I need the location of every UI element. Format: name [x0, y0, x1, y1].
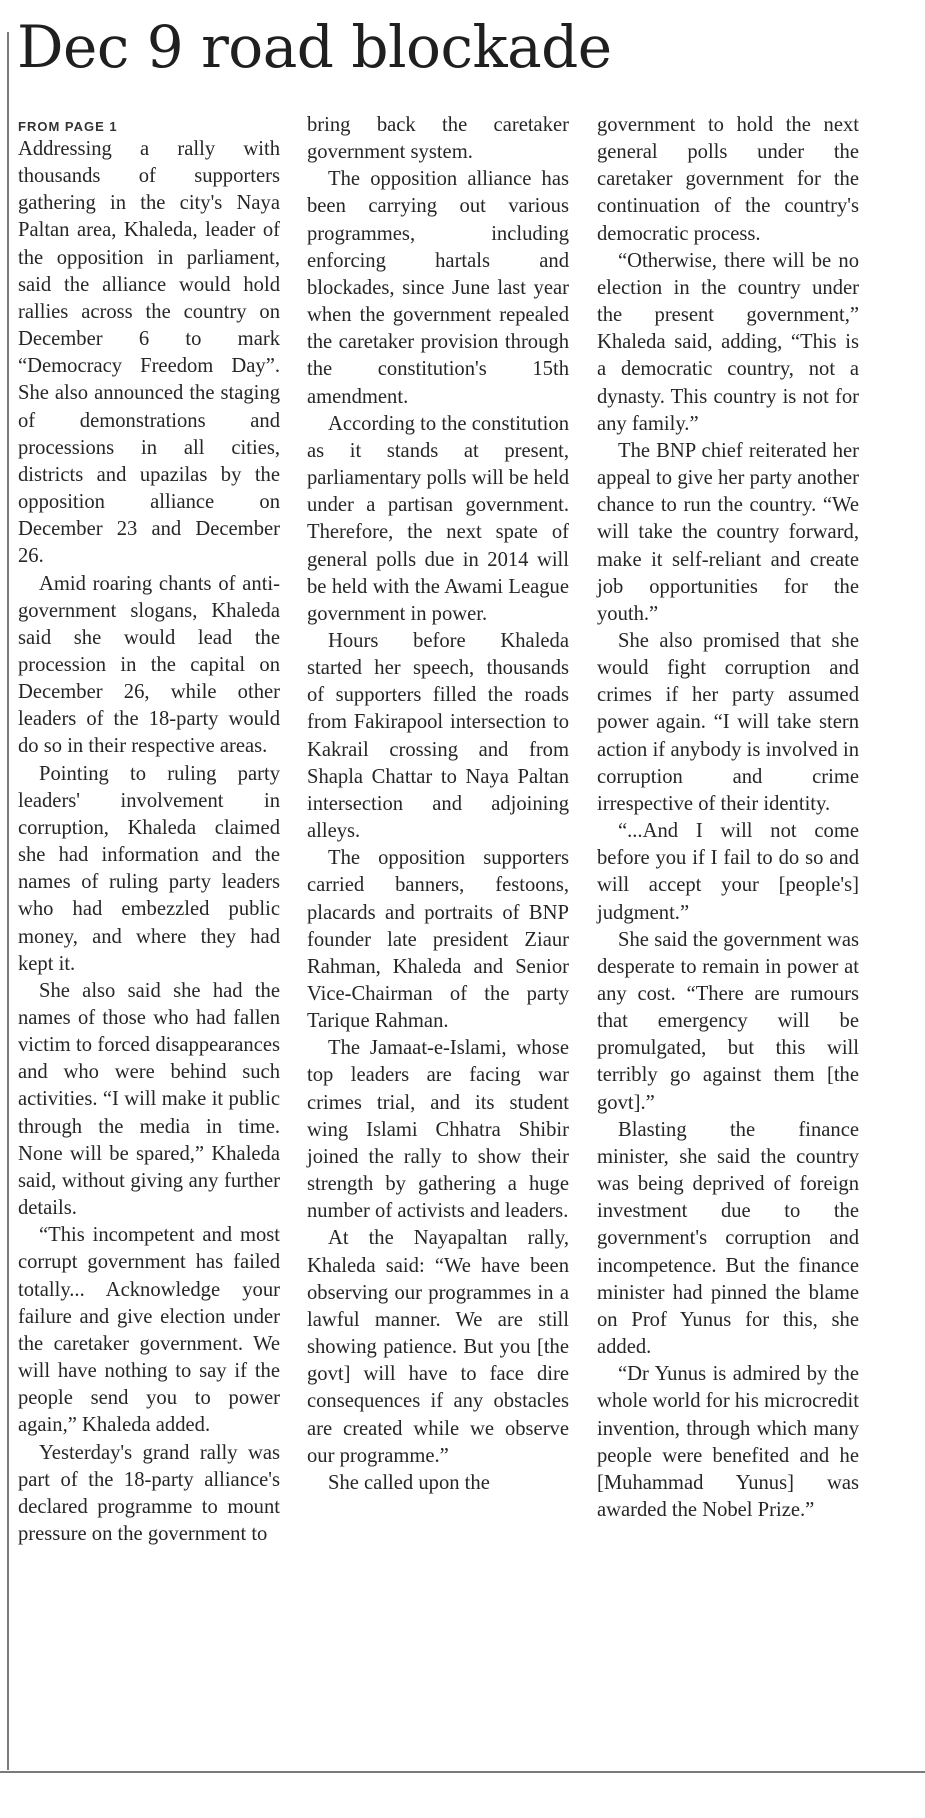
article-column-1: [18, 118, 280, 1548]
paragraph: The BNP chief reiterated her appeal to give her party another chance to run the country. “We will take the country forward, make it self-reliant and create job opportunities for the youth.”: [597, 439, 859, 625]
bottom-border-rule: [0, 1771, 925, 1773]
paragraph: The opposition alliance has been carrying out various programmes, including enforcing hartals and blockades, since June last year when the government repealed the caretaker provision through the constitution's 15th amendment.: [307, 168, 569, 408]
paragraph: “Otherwise, there will be no election in the country under the present government,” Khaleda said, adding, “This is a democratic country, not a dynasty. This country is not for any family.”: [597, 249, 859, 435]
paragraph: government to hold the next general polls under the caretaker government for the continuation of the country's democratic process.: [597, 114, 859, 245]
paragraph: She said the government was desperate to remain in power at any cost. “There are rumours that emergency will be promulgated, but this will terribly go against them [the govt].”: [597, 928, 859, 1114]
article-column-3: [597, 112, 859, 1524]
paragraph: The Jamaat-e-Islami, whose top leaders are facing war crimes trial, and its student wing Islami Chhatra Shibir joined the rally to show their strength by gathering a huge number of activists and leaders.: [307, 1037, 569, 1223]
paragraph: “...And I will not come before you if I fail to do so and will accept your [people's] judgment.”: [597, 820, 859, 924]
paragraph: Yesterday's grand rally was part of the 18-party alliance's declared programme to mount pressure on the government to: [18, 1441, 280, 1545]
paragraph: bring back the caretaker government system.: [307, 114, 569, 164]
paragraph: Pointing to ruling party leaders' involvement in corruption, Khaleda claimed she had information and the names of ruling party leaders who had embezzled public money, and where they had kept it.: [18, 762, 280, 975]
paragraph: The opposition supporters carried banners, festoons, placards and portraits of BNP founder late president Ziaur Rahman, Khaleda and Senior Vice-Chairman of the party Tarique Rahman.: [307, 847, 569, 1033]
paragraph: “Dr Yunus is admired by the whole world for his microcredit invention, through which many people were benefited and he [Muhammad Yunus] was awarded the Nobel Prize.”: [597, 1363, 859, 1521]
continuation-kicker: FROM PAGE 1: [18, 119, 118, 134]
paragraph: She also promised that she would fight corruption and crimes if her party assumed power again. “I will take stern action if anybody is involved in corruption and crime irrespective of their identity.: [597, 629, 859, 815]
paragraph: She called upon the: [328, 1471, 490, 1494]
paragraph: According to the constitution as it stands at present, parliamentary polls will be held under a partisan government. Therefore, the next spate of general polls due in 2014 will be held with the Awami League government in power.: [307, 412, 569, 625]
paragraph: Blasting the finance minister, she said the country was being deprived of foreign investment due to the government's corruption and incompetence. But the finance minister had pinned the blame on Prof Yunus for this, she added.: [597, 1118, 859, 1359]
headline: Dec 9 road blockade: [17, 13, 612, 81]
paragraph: She also said she had the names of those who had fallen victim to forced disappearances and who were behind such activities. “I will make it public through the media in time. None will be spared,” Khaleda said, without giving any further details.: [18, 979, 280, 1220]
paragraph: At the Nayapaltan rally, Khaleda said: “We have been observing our programmes in a lawful manner. We are still showing patience. But you [the govt] will have to face dire consequences if any obstacles are created while we observe our programme.”: [307, 1227, 569, 1467]
paragraph: Hours before Khaleda started her speech, thousands of supporters filled the roads from Fakirapool intersection to Kakrail crossing and from Shapla Chattar to Naya Paltan intersection and adjoining alleys.: [307, 629, 569, 843]
paragraph: Amid roaring chants of anti-government slogans, Khaleda said she would lead the procession in the capital on December 26, while other leaders of the 18-party would do so in their respective areas.: [18, 572, 280, 758]
paragraph: Addressing a rally with thousands of supporters gathering in the city's Naya Paltan area, Khaleda, leader of the opposition in parliament, said the alliance would hold rallies across the country on December 6 to mark “Democracy Freedom Day”. She also announced the staging of demonstrations and processions in all cities, districts and upazilas by the opposition alliance on December 23 and December 26.: [18, 138, 280, 568]
paragraph: “This incompetent and most corrupt government has failed totally... Acknowledge your failure and give election under the caretaker government. We will have nothing to say if the people send you to power again,” Khaleda added.: [18, 1224, 280, 1437]
article-column-2: [307, 112, 569, 1497]
left-border-rule: [7, 32, 9, 1770]
